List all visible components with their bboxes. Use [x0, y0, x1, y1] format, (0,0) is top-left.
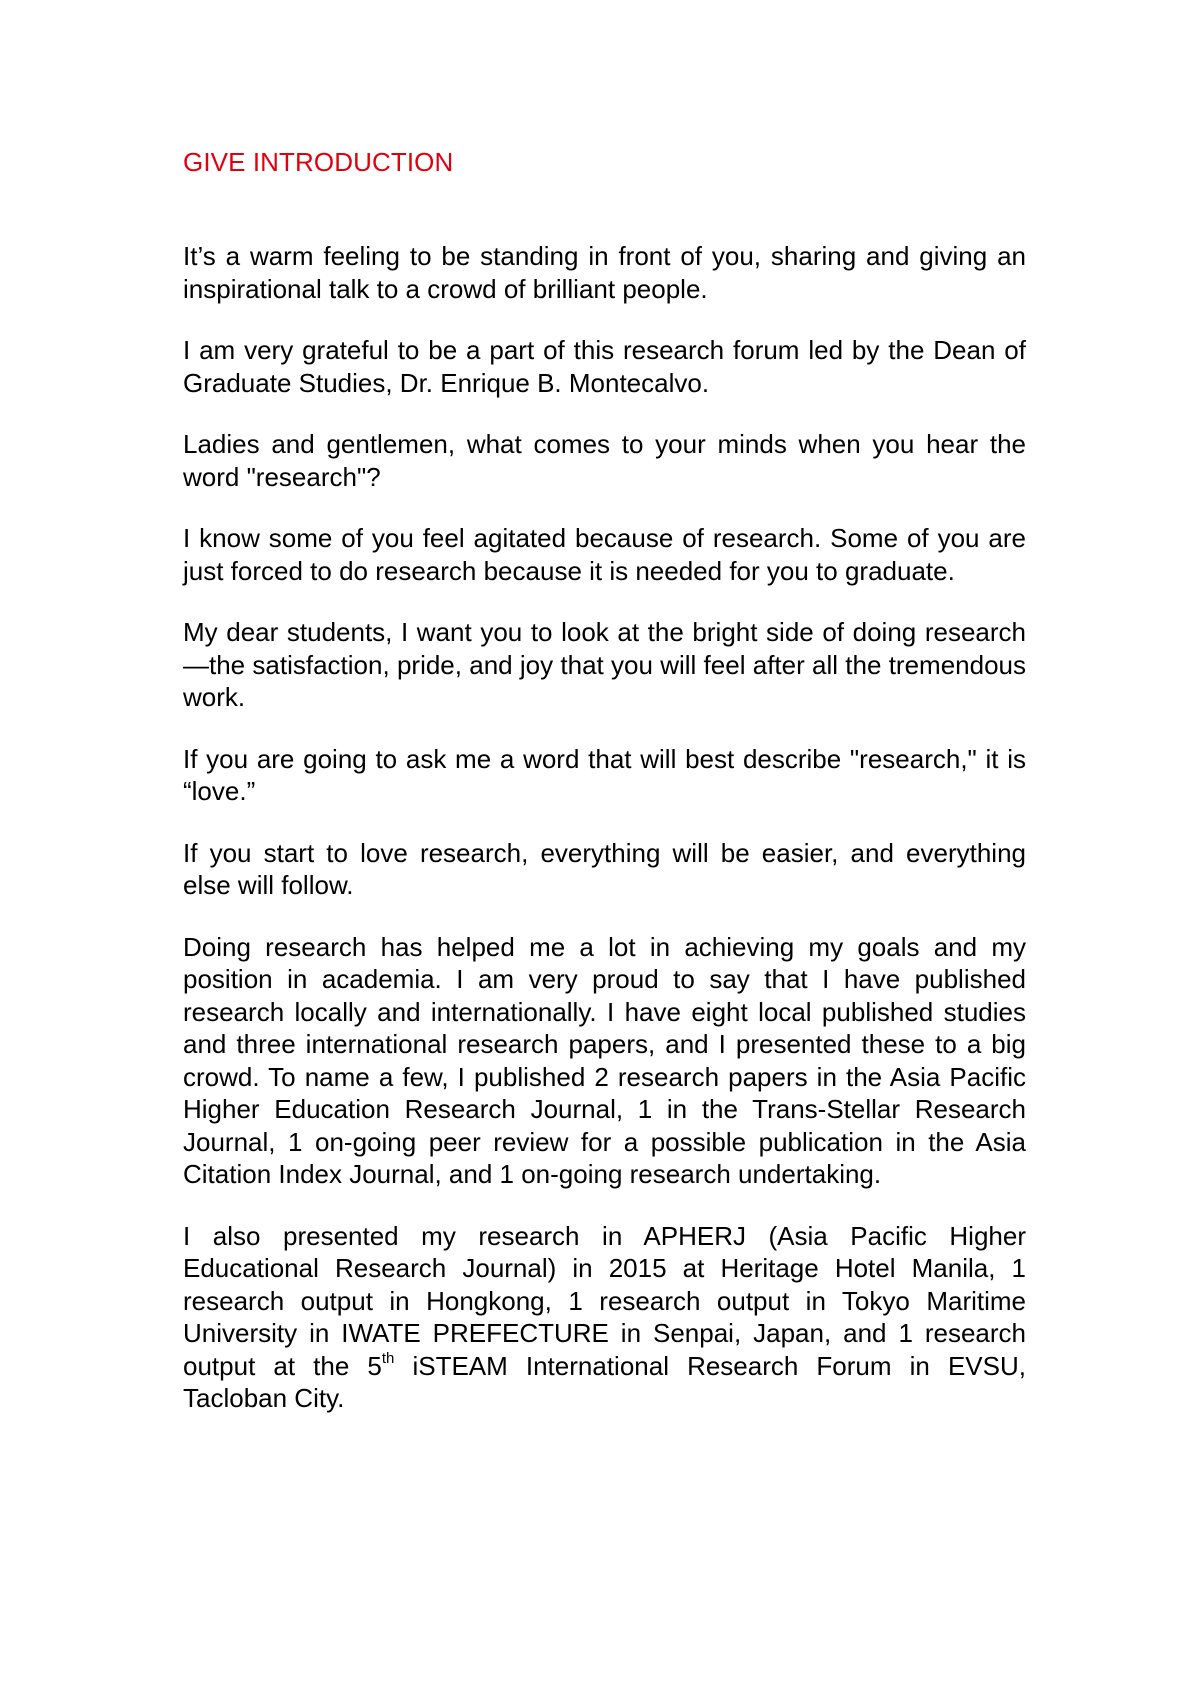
paragraph-9 — [183, 1220, 1026, 1415]
paragraph-3: Ladies and gentlemen, what comes to your minds when you hear the word "research"? — [183, 429, 1026, 492]
paragraph-5: My dear students, I want you to look at the bright side of doing research—the satisfaction, pride, and joy that you will feel after all the tremendous work. — [183, 617, 1026, 712]
paragraph-6: If you are going to ask me a word that will best describe "research," it is “love.” — [183, 743, 1026, 806]
paragraph-7: If you start to love research, everything will be easier, and everything else will follow. — [183, 837, 1026, 900]
paragraph-8: Doing research has helped me a lot in achieving my goals and my position in academia. I am very proud to say that I have published research locally and internationally. I have eight local published studies and three international research papers, and I presented these to a big crowd. To name a few, I published 2 research papers in the Asia Pacific Higher Education Research Journal, 1 in the Trans-Stellar Research Journal, 1 on-going peer review for a possible publication in the Asia Citation Index Journal, and 1 on-going research undertaking. — [183, 931, 1026, 1189]
paragraph-9-text-start: I also presented my research in APHERJ (Asia Pacific Higher Educational Research Journal) in 2015 at Heritage Hotel Manila, 1 research output in Hongkong, 1 research output in Tokyo Maritime University in IWATE PREFECTURE in Senpai, Japan, and 1 research output at the 5 — [183, 1220, 1026, 1381]
paragraph-2: I am very grateful to be a part of this research forum led by the Dean of Graduate Studies, Dr. Enrique B. Montecalvo. — [183, 335, 1026, 398]
paragraph-1: It’s a warm feeling to be standing in front of you, sharing and giving an inspirational talk to a crowd of brilliant people. — [183, 241, 1026, 304]
paragraph-4: I know some of you feel agitated because of research. Some of you are just forced to do research because it is needed for you to graduate. — [183, 523, 1026, 586]
document-body — [183, 146, 1026, 1444]
paragraph-9-text-end: iSTEAM International Research Forum in EVSU, Tacloban City. — [183, 1350, 1026, 1413]
ordinal-superscript: th — [381, 1349, 395, 1367]
section-heading: GIVE INTRODUCTION — [183, 147, 454, 177]
